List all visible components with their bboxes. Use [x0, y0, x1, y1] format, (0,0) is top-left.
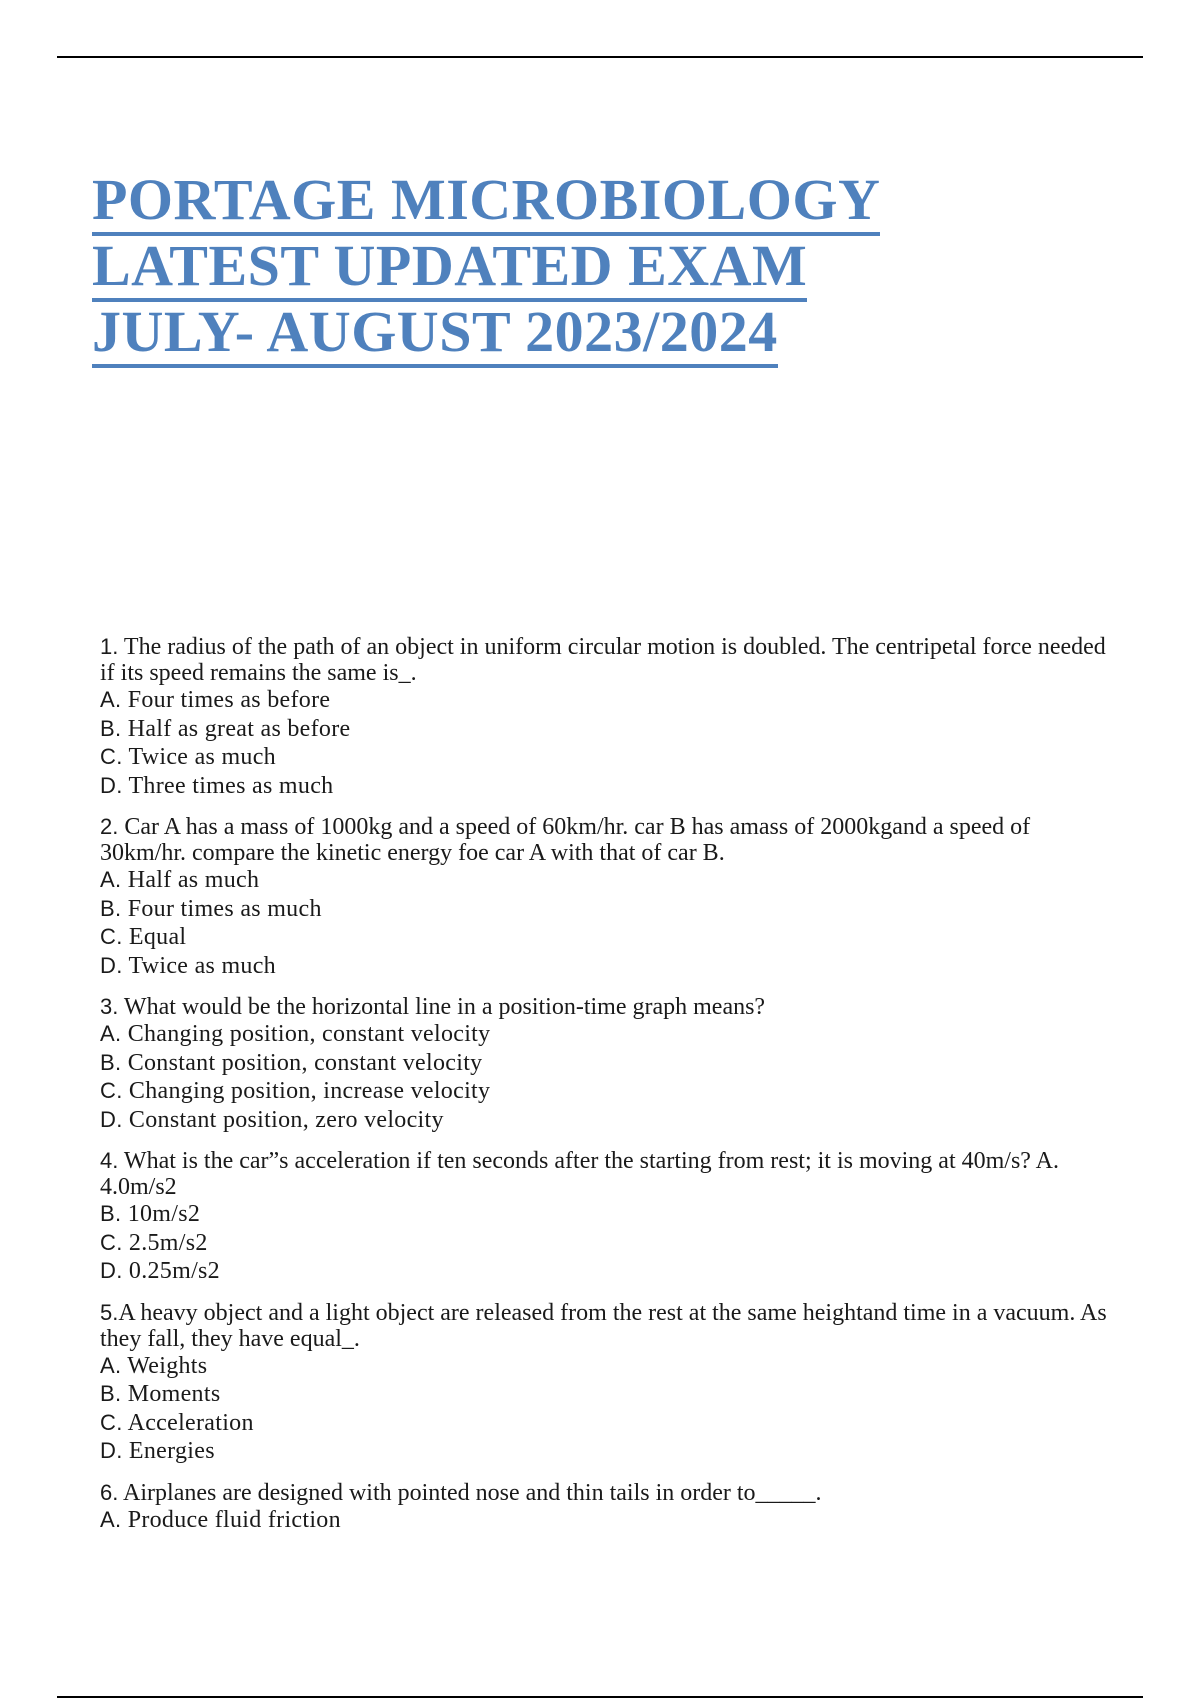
- question-body: Airplanes are designed with pointed nose and thin tails in order to_____.: [118, 1479, 822, 1506]
- question-number: 5.: [100, 1299, 119, 1325]
- option-letter: A.: [100, 1506, 122, 1532]
- question-text: [100, 814, 1110, 866]
- option-letter: C.: [100, 1229, 123, 1255]
- question-number: 1.: [100, 634, 119, 659]
- question-text: [100, 634, 1110, 686]
- question-6: [100, 1480, 1110, 1535]
- option-letter: D.: [100, 1106, 123, 1132]
- option-letter: B.: [100, 895, 122, 921]
- question-body: Car A has a mass of 1000kg and a speed of 60km/hr. car B has amass of 2000kgand a speed of 30km/hr. compare the kinetic energy foe car A with that of car B.: [100, 814, 1031, 866]
- option-text: Equal: [122, 924, 187, 950]
- question-text: [100, 994, 1110, 1020]
- option-letter: C.: [100, 744, 123, 769]
- option-c: [100, 1409, 1110, 1438]
- document-title: [92, 167, 1092, 368]
- option-c: [100, 1229, 1110, 1258]
- question-2: [100, 814, 1110, 980]
- option-d: [100, 1437, 1110, 1466]
- option-c: [100, 743, 1110, 772]
- question-text: [100, 1148, 1110, 1200]
- option-text: 0.25m/s2: [122, 1258, 220, 1284]
- option-b: [100, 895, 1110, 924]
- option-d: [100, 1106, 1110, 1135]
- option-text: Half as much: [121, 867, 260, 893]
- option-text: Constant position, constant velocity: [121, 1049, 483, 1076]
- question-1: [100, 634, 1110, 800]
- question-5: [100, 1300, 1110, 1466]
- option-c: [100, 923, 1110, 952]
- option-text: Weights: [121, 1352, 208, 1379]
- option-a: [100, 1506, 1110, 1535]
- title-line-1: PORTAGE MICROBIOLOGY: [92, 170, 880, 236]
- option-text: Constant position, zero velocity: [122, 1106, 444, 1133]
- option-a: [100, 686, 1110, 715]
- question-4: [100, 1148, 1110, 1286]
- question-list: [100, 634, 1110, 1548]
- option-b: [100, 1380, 1110, 1409]
- option-letter: C.: [100, 1078, 123, 1103]
- option-letter: D.: [100, 1438, 123, 1463]
- question-number: 3.: [100, 994, 119, 1019]
- option-b: [100, 1200, 1110, 1229]
- option-text: Four times as before: [121, 687, 331, 713]
- option-a: [100, 1020, 1110, 1049]
- option-text: Changing position, increase velocity: [122, 1078, 491, 1104]
- option-d: [100, 1257, 1110, 1286]
- option-text: 10m/s2: [121, 1201, 201, 1227]
- bottom-divider: [57, 1696, 1143, 1698]
- option-a: [100, 1352, 1110, 1381]
- option-letter: C.: [100, 924, 123, 949]
- option-text: 2.5m/s2: [122, 1229, 208, 1256]
- option-text: Half as great as before: [121, 715, 351, 742]
- question-body: What is the car”s acceleration if ten seconds after the starting from rest; it is moving at 40m/s? A. 4.0m/s2: [100, 1148, 1059, 1200]
- option-letter: D.: [100, 1258, 123, 1283]
- option-d: [100, 772, 1110, 801]
- option-letter: B.: [100, 715, 122, 741]
- option-b: [100, 1049, 1110, 1078]
- question-body: What would be the horizontal line in a position-time graph means?: [118, 994, 766, 1020]
- question-text: [100, 1480, 1110, 1506]
- option-text: Changing position, constant velocity: [121, 1021, 491, 1047]
- option-letter: D.: [100, 772, 123, 798]
- option-letter: D.: [100, 952, 123, 978]
- question-3: [100, 994, 1110, 1134]
- option-text: Twice as much: [122, 744, 276, 770]
- option-c: [100, 1077, 1110, 1106]
- option-text: Four times as much: [121, 895, 322, 922]
- option-letter: C.: [100, 1409, 123, 1435]
- option-text: Three times as much: [122, 772, 334, 799]
- option-letter: A.: [100, 1352, 122, 1378]
- option-d: [100, 952, 1110, 981]
- question-number: 2.: [100, 814, 119, 839]
- title-line-3: JULY- AUGUST 2023/2024: [92, 302, 778, 368]
- option-letter: B.: [100, 1049, 122, 1075]
- option-a: [100, 866, 1110, 895]
- option-letter: B.: [100, 1201, 122, 1226]
- question-body: The radius of the path of an object in uniform circular motion is doubled. The centripetal force needed if its speed remains the same is_.: [100, 634, 1106, 686]
- option-text: Twice as much: [122, 952, 276, 979]
- option-text: Energies: [122, 1438, 215, 1464]
- option-letter: A.: [100, 687, 122, 712]
- question-text: [100, 1300, 1110, 1352]
- title-line-2: LATEST UPDATED EXAM: [92, 236, 807, 302]
- question-body: A heavy object and a light object are released from the rest at the same heightand time in a vacuum. As they fall, they have equal_.: [100, 1299, 1107, 1352]
- option-letter: B.: [100, 1381, 122, 1406]
- question-number: 6.: [100, 1479, 119, 1505]
- option-letter: A.: [100, 1021, 122, 1046]
- top-divider: [57, 56, 1143, 58]
- option-b: [100, 715, 1110, 744]
- option-text: Acceleration: [122, 1409, 254, 1436]
- option-text: Produce fluid friction: [121, 1506, 341, 1533]
- option-letter: A.: [100, 867, 122, 892]
- question-number: 4.: [100, 1148, 119, 1173]
- option-text: Moments: [121, 1381, 221, 1407]
